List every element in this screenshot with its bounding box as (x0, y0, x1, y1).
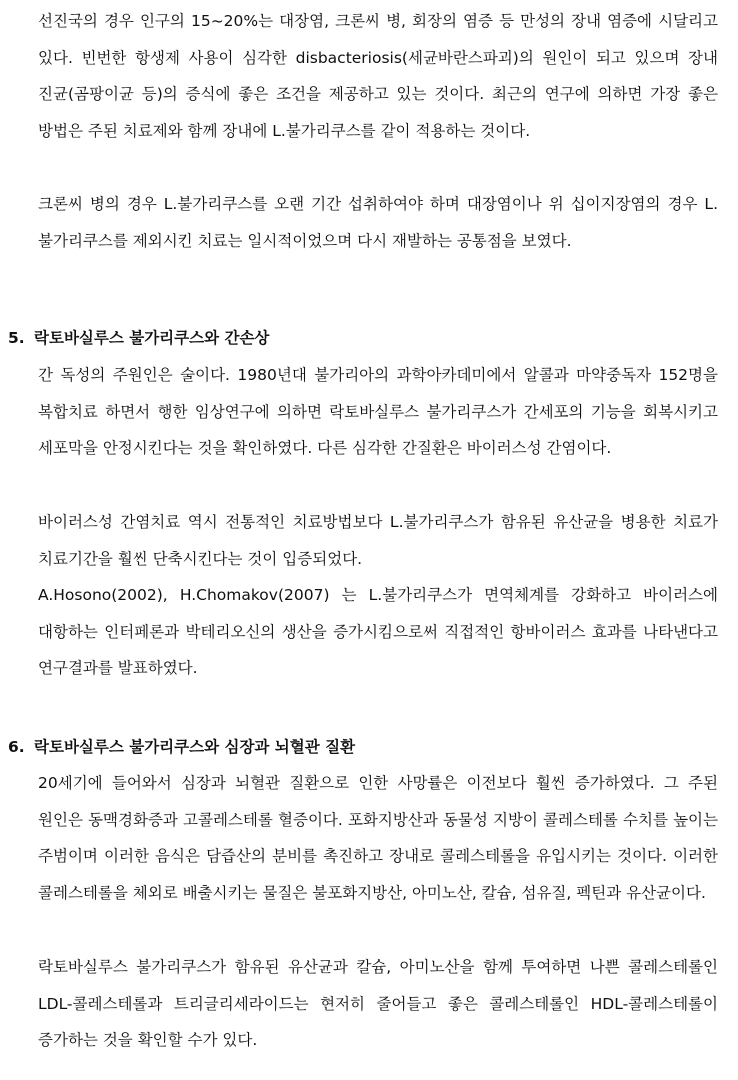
paragraph-crohns-disease: 크론씨 병의 경우 L.불가리쿠스를 오랜 기간 섭취하여야 하며 대장염이나 위 십이지장염의 경우 L.불가리쿠스를 제외시킨 치료는 일시적이었으며 다시 재발하는 공통점을 보였다. (38, 195, 718, 250)
paragraph-interferon-research: A.Hosono(2002), H.Chomakov(2007) 는 L.불가리쿠스가 면역체계를 강화하고 바이러스에 대항하는 인터페론과 박테리오신의 생산을 증가시킴으로써 직접적인 항바이러스 효과를 나타낸다고 연구결과를 발표하였다. (38, 586, 718, 678)
section-number: 5. (8, 329, 25, 347)
paragraph-cardiovascular-disease: 20세기에 들어와서 심장과 뇌혈관 질환으로 인한 사망률은 이전보다 훨씬 증가하였다. 그 주된 원인은 동맥경화증과 고콜레스테롤 혈증이다. 포화지방산과 동물성 지방이 콜레스테롤 수치를 높이는 주범이며 이러한 음식은 담즙산의 분비를 촉진하고 장내로 콜레스테롤을 유입시키는 것이다. 이러한 콜레스테롤을 체외로 배출시키는 물질은 불포화지방산, 아미노산, 칼슘, 섬유질, 펙틴과 유산균이다. (38, 774, 718, 902)
paragraph-cholesterol-reduction: 락토바실루스 불가리쿠스가 함유된 유산균과 칼슘, 아미노산을 함께 투여하면 나쁜 콜레스테롤인 LDL-콜레스테롤과 트리글리세라이드는 현저히 줄어들고 좋은 콜레스테롤인 HDL-콜레스테롤이 증가하는 것을 확인할 수가 있다. (38, 958, 718, 1050)
section-heading-6 (8, 735, 708, 759)
section-title: 락토바실루스 불가리쿠스와 간손상 (34, 329, 270, 347)
section-heading-5 (8, 326, 708, 350)
section-number: 6. (8, 738, 25, 756)
section-title: 락토바실루스 불가리쿠스와 심장과 뇌혈관 질환 (34, 738, 356, 756)
paragraph-liver-toxicity: 간 독성의 주원인은 술이다. 1980년대 불가리아의 과학아카데미에서 알콜과 마약중독자 152명을 복합치료 하면서 행한 임상연구에 의하면 락토바실루스 불가리쿠스가 간세포의 기능을 회복시키고 세포막을 안정시킨다는 것을 확인하였다. 다른 심각한 간질환은 바이러스성 간염이다. (38, 366, 718, 458)
paragraph-intestinal-inflammation: 선진국의 경우 인구의 15~20%는 대장염, 크론씨 병, 회장의 염증 등 만성의 장내 염증에 시달리고 있다. 빈번한 항생제 사용이 심각한 disbacteriosis(세균바란스파괴)의 원인이 되고 있으며 장내 진균(곰팡이균 등)의 증식에 좋은 조건을 제공하고 있는 것이다. 최근의 연구에 의하면 가장 좋은 방법은 주된 치료제와 함께 장내에 L.불가리쿠스를 같이 적용하는 것이다. (38, 12, 718, 140)
paragraph-viral-hepatitis: 바이러스성 간염치료 역시 전통적인 치료방법보다 L.불가리쿠스가 함유된 유산균을 병용한 치료가 치료기간을 훨씬 단축시킨다는 것이 입증되었다. (38, 513, 718, 568)
